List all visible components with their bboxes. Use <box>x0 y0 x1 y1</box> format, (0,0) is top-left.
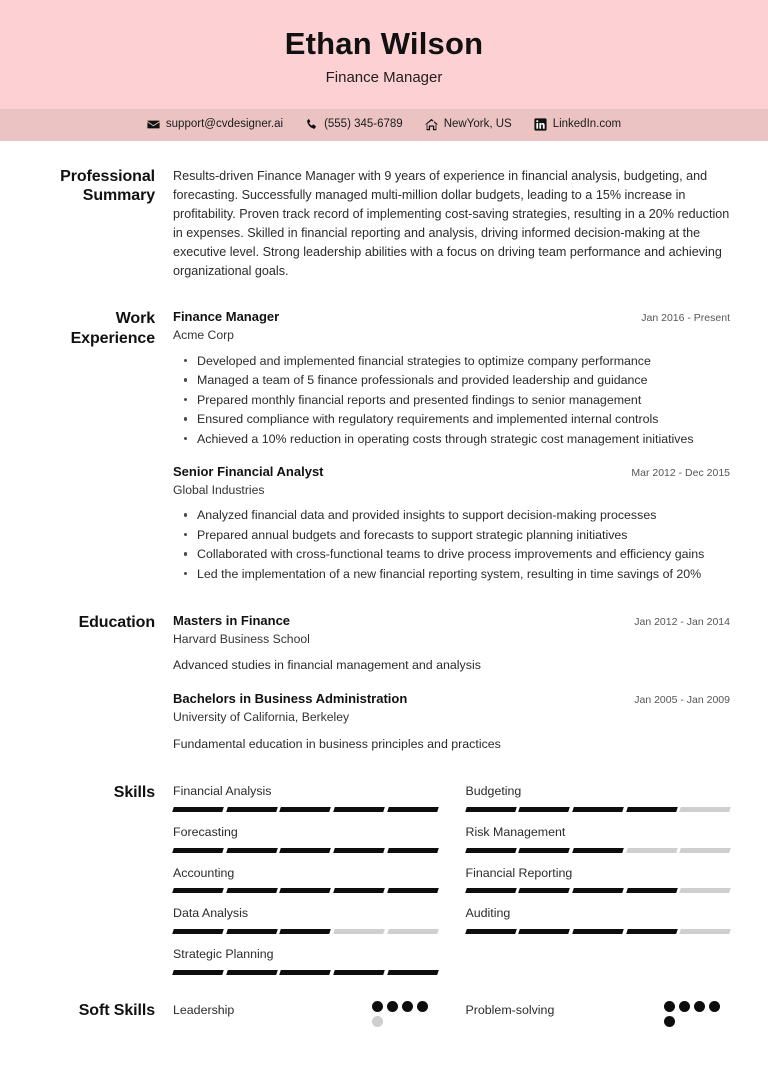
soft-skill-dot <box>387 1001 398 1012</box>
experience-bullet: Managed a team of 5 finance professionals and provided leadership and guidance <box>173 371 730 389</box>
skill-name: Data Analysis <box>173 906 249 921</box>
education-entry-head <box>173 613 730 630</box>
skill-item <box>173 905 438 946</box>
soft-skill-dot <box>372 1001 383 1012</box>
skill-level-segment <box>572 807 623 812</box>
contact-location[interactable] <box>425 118 512 131</box>
education-date-range: Jan 2005 - Jan 2009 <box>634 694 730 707</box>
education-entry <box>173 691 730 753</box>
skill-level-segment <box>387 888 438 893</box>
resume-header <box>0 0 768 109</box>
skill-level-segment <box>226 807 277 812</box>
skill-level-segment <box>680 929 731 934</box>
experience-bullet: Prepared annual budgets and forecasts to support strategic planning initiatives <box>173 526 730 544</box>
experience-bullet: Achieved a 10% reduction in operating costs through strategic cost management initiatives <box>173 430 730 448</box>
skill-level-bar <box>466 807 731 812</box>
skill-level-bar <box>173 807 438 812</box>
skill-level-segment <box>172 970 223 975</box>
skill-level-segment <box>280 848 331 853</box>
experience-date-range: Jan 2016 - Present <box>641 312 730 325</box>
skill-level-segment <box>333 848 384 853</box>
skill-level-segment <box>226 970 277 975</box>
experience-bullet-list <box>173 352 730 448</box>
experience-bullet: Prepared monthly financial reports and presented findings to senior management <box>173 391 730 409</box>
education-institution: University of California, Berkeley <box>173 709 350 724</box>
skill-level-segment <box>387 807 438 812</box>
skill-level-bar <box>173 970 438 975</box>
skill-level-segment <box>333 929 384 934</box>
contact-linkedin-text: LinkedIn.com <box>552 117 622 130</box>
education-list <box>173 613 730 757</box>
contact-bar <box>0 109 768 141</box>
education-degree: Masters in Finance <box>173 612 291 628</box>
soft-skill-name: Problem-solving <box>465 1002 555 1017</box>
skill-level-segment <box>387 970 438 975</box>
skill-level-segment <box>518 888 569 893</box>
education-entry <box>173 613 730 675</box>
experience-job-title: Finance Manager <box>173 309 280 325</box>
experience-entry <box>173 464 730 583</box>
skill-level-segment <box>680 888 731 893</box>
contact-linkedin[interactable] <box>534 118 621 131</box>
skill-name: Risk Management <box>465 824 566 839</box>
skills-body <box>173 783 730 987</box>
skill-name: Auditing <box>465 906 511 921</box>
skill-item <box>466 824 731 865</box>
soft-skill-dot <box>664 1016 675 1027</box>
experience-job-title: Senior Financial Analyst <box>173 463 324 479</box>
skill-level-segment <box>572 888 623 893</box>
section-work-experience <box>38 281 730 586</box>
contact-phone[interactable] <box>305 118 403 131</box>
soft-skill-dot <box>709 1001 720 1012</box>
experience-bullet: Ensured compliance with regulatory requirements and implemented internal controls <box>173 410 730 428</box>
soft-skill-item <box>466 1001 731 1037</box>
section-education <box>38 587 730 757</box>
skill-level-segment <box>465 848 516 853</box>
soft-skill-dot <box>694 1001 705 1012</box>
summary-body <box>173 167 730 282</box>
skill-level-segment <box>626 888 677 893</box>
education-entry-head <box>173 691 730 708</box>
candidate-job-title: Finance Manager <box>325 68 443 86</box>
skill-level-segment <box>226 888 277 893</box>
soft-skill-name: Leadership <box>173 1002 235 1017</box>
skill-name: Financial Reporting <box>465 865 573 880</box>
skill-level-segment <box>226 929 277 934</box>
contact-email[interactable] <box>147 118 283 131</box>
skill-level-bar <box>466 848 731 853</box>
experience-company: Acme Corp <box>173 328 234 343</box>
skill-level-segment <box>172 807 223 812</box>
education-description: Fundamental education in business principles and practices <box>173 736 501 751</box>
contact-email-text: support@cvdesigner.ai <box>165 117 284 130</box>
section-soft-skills <box>38 987 730 1037</box>
skill-level-segment <box>518 848 569 853</box>
soft-skill-rating <box>664 1001 730 1027</box>
skills-grid <box>173 783 730 987</box>
candidate-name: Ethan Wilson <box>284 26 484 61</box>
section-label-summary: Professional Summary <box>60 167 155 205</box>
soft-skill-dot <box>372 1016 383 1027</box>
soft-skill-rating <box>372 1001 438 1027</box>
envelope-icon <box>147 118 160 131</box>
soft-skill-dot <box>402 1001 413 1012</box>
skill-name: Financial Analysis <box>173 784 272 799</box>
skill-level-segment <box>333 807 384 812</box>
skill-level-segment <box>387 929 438 934</box>
education-degree: Bachelors in Business Administration <box>173 691 408 707</box>
skill-level-segment <box>518 807 569 812</box>
skill-item <box>173 865 438 906</box>
skill-level-segment <box>465 807 516 812</box>
skill-level-segment <box>333 888 384 893</box>
experience-list <box>173 309 730 586</box>
skill-level-segment <box>387 848 438 853</box>
experience-bullet: Led the implementation of a new financial reporting system, resulting in time savings of 20% <box>173 565 730 583</box>
resume-content <box>0 141 768 1037</box>
soft-skills-body <box>173 1001 730 1037</box>
skill-level-bar <box>173 848 438 853</box>
skill-item <box>466 783 731 824</box>
skill-level-segment <box>680 807 731 812</box>
soft-skill-dot <box>679 1001 690 1012</box>
experience-bullet: Developed and implemented financial strategies to optimize company performance <box>173 352 730 370</box>
skill-item <box>173 824 438 865</box>
skill-level-segment <box>172 929 223 934</box>
section-label-experience: Work Experience <box>70 310 155 347</box>
phone-icon <box>305 118 318 131</box>
soft-skill-item <box>173 1001 438 1037</box>
skill-level-segment <box>626 807 677 812</box>
skill-item <box>173 946 438 987</box>
skill-level-segment <box>680 848 731 853</box>
contact-location-text: NewYork, US <box>443 117 512 130</box>
skill-level-segment <box>172 848 223 853</box>
section-professional-summary <box>38 141 730 282</box>
experience-entry-head <box>173 309 730 326</box>
skill-level-segment <box>572 929 623 934</box>
section-label-soft-skills: Soft Skills <box>78 1001 155 1019</box>
experience-entry <box>173 309 730 447</box>
skill-level-bar <box>173 929 438 934</box>
skill-item <box>466 865 731 906</box>
experience-bullet-list <box>173 506 730 582</box>
experience-date-range: Mar 2012 - Dec 2015 <box>631 466 730 479</box>
linkedin-icon <box>534 118 547 131</box>
skill-item <box>173 783 438 824</box>
skill-level-segment <box>626 848 677 853</box>
section-label-skills: Skills <box>113 784 155 802</box>
experience-bullet: Analyzed financial data and provided insights to support decision-making processes <box>173 506 730 524</box>
skill-name: Strategic Planning <box>173 947 274 962</box>
skill-level-bar <box>173 888 438 893</box>
skill-level-bar <box>466 929 731 934</box>
contact-phone-text: (555) 345-6789 <box>324 117 403 130</box>
home-icon <box>425 118 438 131</box>
skill-level-segment <box>172 888 223 893</box>
soft-skill-dot <box>417 1001 428 1012</box>
skill-level-segment <box>280 888 331 893</box>
skill-level-segment <box>226 848 277 853</box>
education-institution: Harvard Business School <box>173 631 310 646</box>
skill-level-segment <box>572 848 623 853</box>
skill-level-segment <box>465 929 516 934</box>
skill-item <box>466 905 731 946</box>
experience-entry-head <box>173 464 730 481</box>
soft-skills-grid <box>173 1001 730 1037</box>
soft-skill-dot <box>664 1001 675 1012</box>
section-label-education: Education <box>78 613 155 631</box>
experience-bullet: Collaborated with cross-functional teams to drive process improvements and efficiency gains <box>173 545 730 563</box>
skill-level-segment <box>626 929 677 934</box>
skill-level-segment <box>465 888 516 893</box>
skill-name: Accounting <box>173 865 235 880</box>
summary-text: Results-driven Finance Manager with 9 years of experience in financial analysis, budgeting, and forecasting. Successfully managed multi-million dollar budgets, leading to a 15% increase in profitability. Proven track record of implementing cost-saving strategies, resulting in a 20% reduction in expenses. Skilled in financial reporting and analysis, driving informed decision-making at the executive level. Strong leadership abilities with a focus on driving team performance and achieving organizational goals. <box>173 168 730 279</box>
section-skills <box>38 757 730 987</box>
skill-name: Budgeting <box>465 784 522 799</box>
skill-level-segment <box>280 807 331 812</box>
education-date-range: Jan 2012 - Jan 2014 <box>634 615 730 628</box>
education-description: Advanced studies in financial management and analysis <box>173 658 481 673</box>
skill-level-segment <box>280 970 331 975</box>
skill-level-segment <box>333 970 384 975</box>
experience-company: Global Industries <box>173 482 265 497</box>
skill-level-segment <box>280 929 331 934</box>
skill-level-bar <box>466 888 731 893</box>
skill-level-segment <box>518 929 569 934</box>
skill-name: Forecasting <box>173 824 238 839</box>
